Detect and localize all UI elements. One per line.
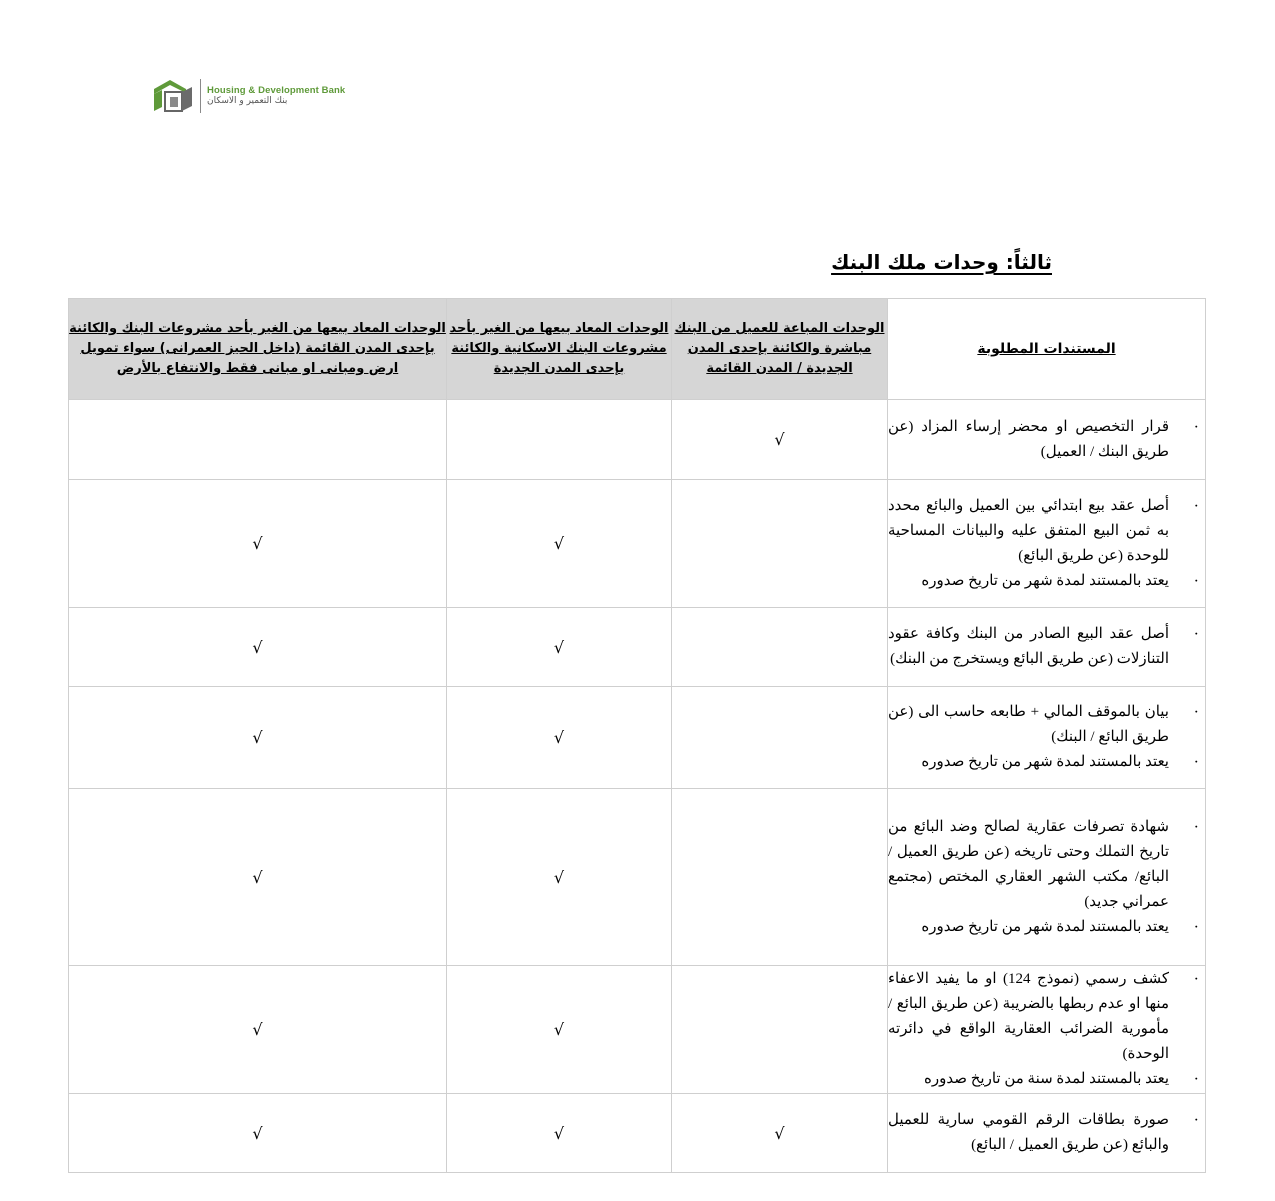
table-row [69, 608, 1206, 687]
bank-logo [152, 76, 345, 116]
document-cell [888, 687, 1206, 789]
table-row [69, 789, 1206, 966]
document-item: · كشف رسمي (نموذج 124) او ما يفيد الاعفاء منها او عدم ربطها بالضريبة (عن طريق البائع /مأمورية الضرائب العقارية الواقع في دائرته الوحدة) [888, 967, 1205, 1067]
document-item: · يعتد بالمستند لمدة شهر من تاريخ صدوره [888, 569, 1205, 594]
logo-name-arabic: بنك التعمير و الاسكان [207, 96, 288, 106]
document-cell [888, 1094, 1206, 1173]
header-resale-new-cities: الوحدات المعاد بيعها من الغير بأحد مشروعات البنك الاسكانية والكائنة بإحدى المدن الجديدة [447, 299, 672, 400]
check-cell [672, 966, 888, 1094]
check-cell [672, 608, 888, 687]
document-item: · يعتد بالمستند لمدة سنة من تاريخ صدوره [888, 1067, 1205, 1092]
document-cell [888, 608, 1206, 687]
check-cell: √ [447, 966, 672, 1094]
check-cell: √ [672, 400, 888, 480]
check-cell [69, 400, 447, 480]
check-cell [672, 480, 888, 608]
logo-separator [200, 79, 201, 113]
bank-logo-icon [152, 77, 194, 115]
section-title: ثالثاً: وحدات ملك البنك [831, 250, 1052, 274]
document-item: · أصل عقد البيع الصادر من البنك وكافة عقود التنازلات (عن طريق البائع ويستخرج من البنك) [888, 622, 1205, 672]
check-cell: √ [69, 687, 447, 789]
check-cell: √ [447, 480, 672, 608]
table-row [69, 966, 1206, 1094]
document-item: · شهادة تصرفات عقارية لصالح وضد البائع من تاريخ التملك وحتى تاريخه (عن طريق العميل / البائع/ مكتب الشهر العقاري المختص (مجتمع عمراني جديد) [888, 815, 1205, 915]
check-cell: √ [69, 480, 447, 608]
document-item: · صورة بطاقات الرقم القومي سارية للعميل والبائع (عن طريق العميل / البائع) [888, 1108, 1205, 1158]
table-header-row [69, 299, 1206, 400]
document-item: · قرار التخصيص او محضر إرساء المزاد (عن طريق البنك / العميل) [888, 415, 1205, 465]
document-item: · أصل عقد بيع ابتدائي بين العميل والبائع محدد به ثمن البيع المتفق عليه والبيانات المساحية للوحدة (عن طريق البائع) [888, 494, 1205, 569]
check-cell: √ [447, 1094, 672, 1173]
logo-text [207, 85, 345, 107]
document-item: · يعتد بالمستند لمدة شهر من تاريخ صدوره [888, 750, 1205, 775]
document-cell [888, 400, 1206, 480]
required-documents-table [68, 298, 1206, 1173]
check-cell: √ [69, 1094, 447, 1173]
document-cell [888, 480, 1206, 608]
table-row [69, 480, 1206, 608]
check-cell: √ [447, 789, 672, 966]
check-cell [672, 687, 888, 789]
header-resale-existing-cities: الوحدات المعاد بيعها من الغير بأحد مشروعات البنك والكائنة بإحدى المدن القائمة (داخل الحيز العمرانى) سواء تمويل ارض ومبانى او مبانى فقط والانتفاع بالأرض [69, 299, 447, 400]
document-cell [888, 966, 1206, 1094]
document-item: · يعتد بالمستند لمدة شهر من تاريخ صدوره [888, 915, 1205, 940]
check-cell: √ [69, 966, 447, 1094]
header-bank-direct-units: الوحدات المباعة للعميل من البنك مباشرة والكائنة بإحدى المدن الجديدة / المدن القائمة [672, 299, 888, 400]
document-cell [888, 789, 1206, 966]
check-cell [447, 400, 672, 480]
check-cell [672, 789, 888, 966]
check-cell: √ [69, 789, 447, 966]
document-item: · بيان بالموقف المالي + طابعه حاسب الى (عن طريق البائع / البنك) [888, 700, 1205, 750]
check-cell: √ [447, 687, 672, 789]
header-required-documents: المستندات المطلوبة [888, 299, 1206, 400]
check-cell: √ [672, 1094, 888, 1173]
table-row [69, 1094, 1206, 1173]
check-cell: √ [447, 608, 672, 687]
check-cell: √ [69, 608, 447, 687]
table-row [69, 687, 1206, 789]
logo-name-english: Housing & Development Bank [207, 85, 346, 96]
table-row [69, 400, 1206, 480]
